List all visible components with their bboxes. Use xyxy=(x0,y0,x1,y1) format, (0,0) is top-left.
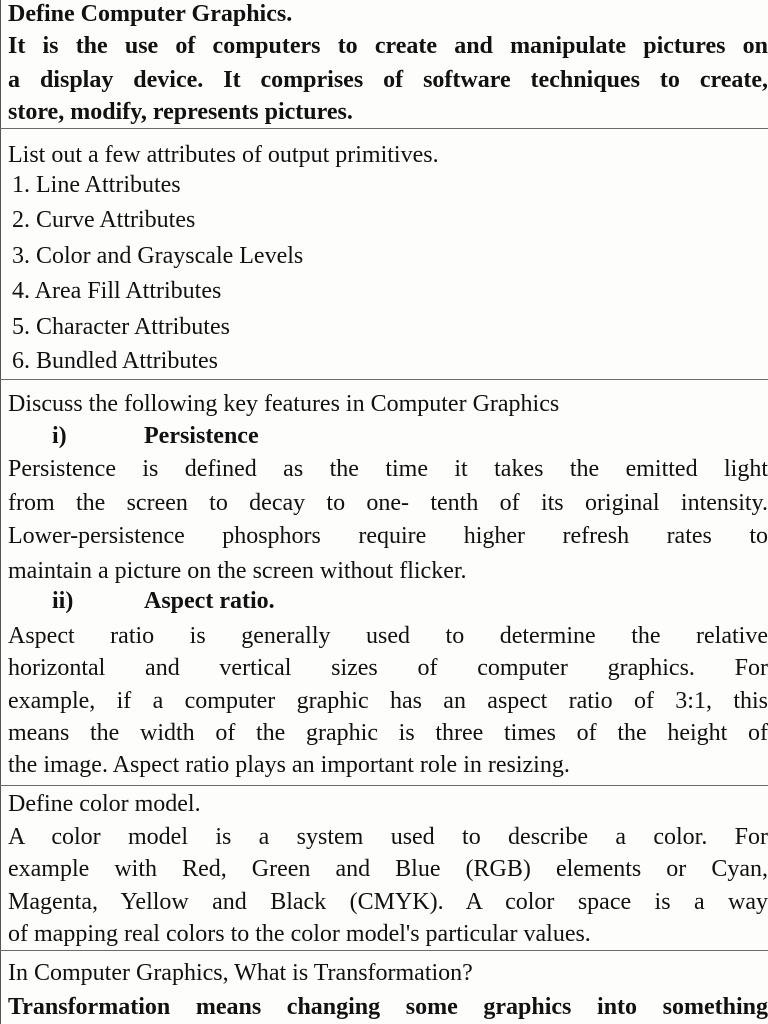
list-item: 6. Bundled Attributes xyxy=(12,348,218,374)
question-heading: Define color model. xyxy=(8,791,201,817)
section-define-computer-graphics xyxy=(0,0,768,128)
question-heading: List out a few attributes of output primitives. xyxy=(8,142,439,168)
answer-line: from the screen to decay to one- tenth of its original intensity. xyxy=(8,490,768,516)
answer-line: of mapping real colors to the color model's particular values. xyxy=(8,921,591,947)
question-heading: Discuss the following key features in Computer Graphics xyxy=(8,391,560,417)
answer-line: Aspect ratio is generally used to determine the relative xyxy=(8,623,768,649)
list-item: 1. Line Attributes xyxy=(12,172,181,198)
answer-line: Transformation means changing some graphics into something xyxy=(8,994,768,1020)
answer-line: horizontal and vertical sizes of computer graphics. For xyxy=(8,655,768,681)
subsection-numeral: ii) xyxy=(52,588,74,614)
subsection-heading-aspect-ratio xyxy=(52,585,768,617)
list-item: 3. Color and Grayscale Levels xyxy=(12,243,304,269)
question-heading: Define Computer Graphics. xyxy=(8,1,293,27)
subsection-title: Aspect ratio. xyxy=(144,588,275,614)
answer-line: means the width of the graphic is three times of the height of xyxy=(8,720,768,746)
section-key-features xyxy=(0,379,768,785)
answer-line: Persistence is defined as the time it takes the emitted light xyxy=(8,456,768,482)
answer-line: example, if a computer graphic has an aspect ratio of 3:1, this xyxy=(8,688,768,714)
list-item: 2. Curve Attributes xyxy=(12,207,196,233)
subsection-heading-persistence xyxy=(52,420,768,452)
list-item: 4. Area Fill Attributes xyxy=(12,278,222,304)
section-output-primitive-attributes xyxy=(0,128,768,379)
answer-line: a display device. It comprises of software techniques to create, xyxy=(8,67,768,93)
answer-line: maintain a picture on the screen without flicker. xyxy=(8,558,467,584)
answer-line: example with Red, Green and Blue (RGB) elements or Cyan, xyxy=(8,856,768,882)
answer-line: store, modify, represents pictures. xyxy=(8,99,353,125)
section-transformation xyxy=(0,950,768,1024)
answer-line: Lower-persistence phosphors require higher refresh rates to xyxy=(8,523,768,549)
list-item: 5. Character Attributes xyxy=(12,314,230,340)
answer-line: Magenta, Yellow and Black (CMYK). A color space is a way xyxy=(8,889,768,915)
subsection-title: Persistence xyxy=(144,423,259,449)
subsection-numeral: i) xyxy=(52,423,67,449)
answer-line: A color model is a system used to describe a color. For xyxy=(8,824,768,850)
question-heading: In Computer Graphics, What is Transformation? xyxy=(8,960,473,986)
answer-line: the image. Aspect ratio plays an important role in resizing. xyxy=(8,752,570,778)
section-color-model xyxy=(0,785,768,950)
answer-line: It is the use of computers to create and manipulate pictures on xyxy=(8,33,768,59)
